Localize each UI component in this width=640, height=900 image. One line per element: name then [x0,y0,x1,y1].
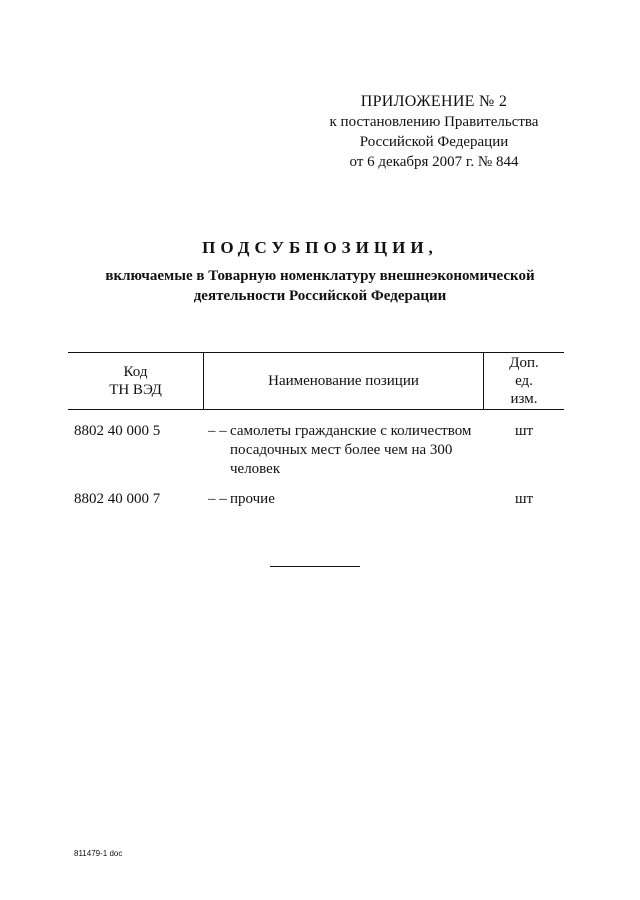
end-separator-line [270,566,360,567]
document-title: ПОДСУБПОЗИЦИИ, [202,238,438,257]
header-code-line-2: ТН ВЭД [109,382,162,398]
header-code [68,353,203,409]
document-id-footer: 811479-1 doc [74,849,123,858]
row-code: 8802 40 000 7 [74,491,161,507]
table-row [68,490,564,512]
header-unit-line-1: Доп. [509,355,539,371]
annex-title: ПРИЛОЖЕНИЕ № 2 [360,93,508,110]
header-unit [484,353,564,409]
annex-block [314,92,554,172]
row-unit: шт [514,423,534,439]
row-code: 8802 40 000 5 [74,423,161,439]
header-unit-line-2: ед. [515,373,533,389]
table-row [68,422,564,490]
row-name [208,422,478,479]
row-dash: – – [208,491,227,507]
row-name [208,490,478,509]
header-name: Наименование позиции [268,373,419,389]
document-subtitle-line-1: включаемые в Товарную номенклатуру внешнеэкономической [105,268,535,284]
row-name-text: самолеты гражданские с количеством посадочных мест более чем на 300 человек [230,423,472,477]
document-heading [70,236,570,306]
annex-line-2: Российской Федерации [359,134,509,150]
row-name-text: прочие [230,491,275,507]
header-code-line-1: Код [123,364,148,380]
header-unit-line-3: изм. [510,391,538,407]
table-header-row [68,352,564,410]
document-subtitle-line-2: деятельности Российской Федерации [193,288,447,304]
positions-table [68,352,564,512]
row-dash: – – [208,423,227,439]
row-unit: шт [514,491,534,507]
annex-line-3: от 6 декабря 2007 г. № 844 [349,154,519,170]
annex-line-1: к постановлению Правительства [329,114,539,130]
